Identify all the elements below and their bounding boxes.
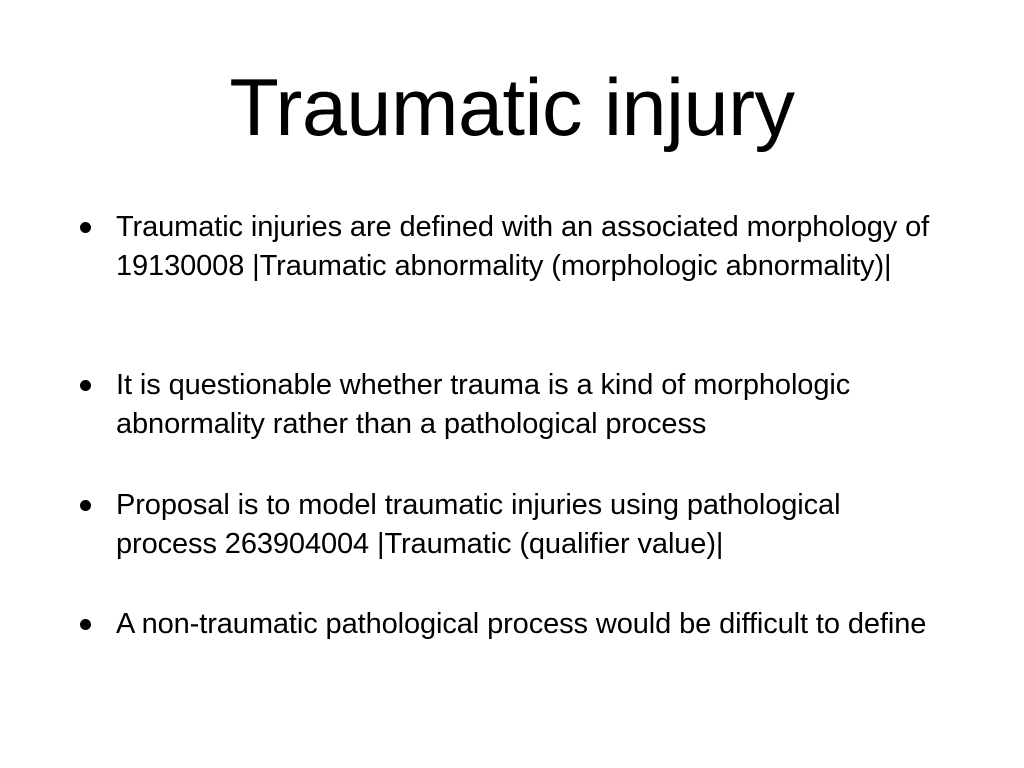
bullet-icon [80,619,91,630]
bullet-item [76,486,946,564]
bullet-item [76,605,946,644]
bullet-icon [80,380,91,391]
slide-title: Traumatic injury [229,63,795,153]
bullet-text: Proposal is to model traumatic injuries using pathological process 263904004 |Traumatic (qualifier value)| [116,489,841,560]
bullet-icon [80,500,91,511]
bullet-text: Traumatic injuries are defined with an associated morphology of 19130008 |Traumatic abnormality (morphologic abnormality)| [116,211,930,282]
bullet-text: It is questionable whether trauma is a kind of morphologic abnormality rather than a pathological process [116,369,851,440]
bullet-text: A non-traumatic pathological process would be difficult to define [116,608,927,640]
bullet-item [76,366,946,444]
bullet-icon [80,222,91,233]
bullet-item [76,208,946,286]
